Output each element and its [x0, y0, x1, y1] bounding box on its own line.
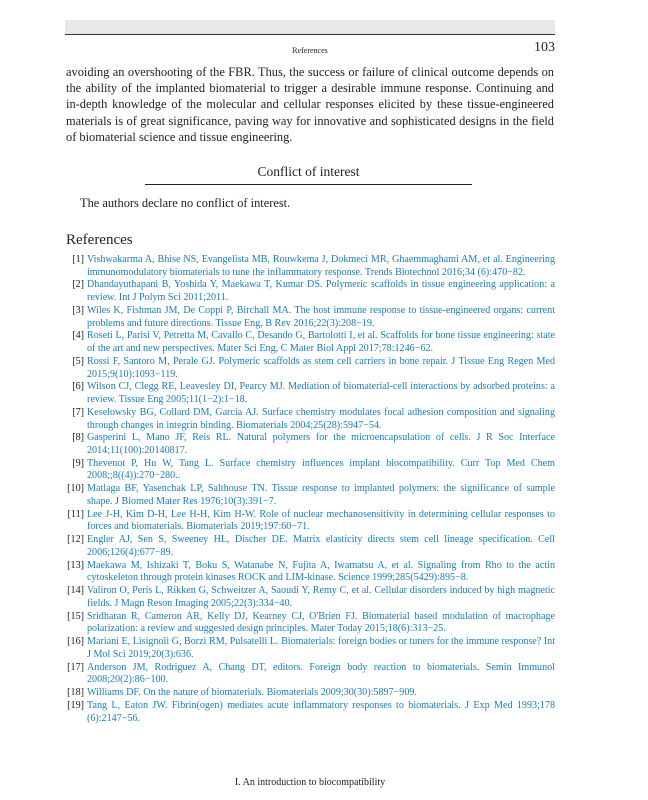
- reference-number: [3]: [72, 304, 84, 316]
- reference-text[interactable]: Wilson CJ, Clegg RE, Leavesley DI, Pearcy MJ. Mediation of biomaterial-cell interactions by adsorbed proteins: a review. Tissue Eng 2005;11(1−2):1−18.: [87, 381, 555, 406]
- conflict-heading: Conflict of interest: [145, 164, 472, 185]
- reference-item[interactable]: [66, 687, 555, 700]
- header-bar: [65, 20, 555, 35]
- reference-item[interactable]: [66, 483, 555, 508]
- reference-text[interactable]: Gasperini L, Mano JF, Reis RL. Natural polymers for the microencapsulation of cells. J R Soc Interface 2014;11(100):20140817.: [87, 432, 555, 456]
- reference-number: [4]: [72, 330, 84, 342]
- reference-item[interactable]: [66, 700, 555, 725]
- reference-list: [66, 254, 555, 726]
- reference-number: [18]: [67, 687, 84, 699]
- running-title: References: [292, 46, 328, 55]
- reference-text[interactable]: Dhandayuthapani B, Yoshida Y, Maekawa T, Kumar DS. Polymeric scaffolds in tissue engineering application: a review. Int J Polym Sci 2011;2011.: [87, 279, 555, 304]
- reference-text[interactable]: Vishwakarma A, Bhise NS, Evangelista MB, Rouwkema J, Dokmeci MR, Ghaemmaghami AM, et al. Engineering immunomodulatory biomaterials to tune the inflammatory response. Trends Biotechnol 2016;34 (6):470−82.: [87, 254, 555, 278]
- reference-item[interactable]: [66, 611, 555, 636]
- reference-number: [13]: [67, 559, 84, 571]
- reference-item[interactable]: [66, 407, 555, 432]
- reference-text[interactable]: Engler AJ, Sen S, Sweeney HL, Discher DE. Matrix elasticity directs stem cell lineage specification. Cell 2006;126(4):677−89.: [87, 534, 555, 558]
- reference-text[interactable]: Valiron O, Peris L, Rikken G, Schweitzer A, Saoudi Y, Remy C, et al. Cellular disorders induced by high magnetic fields. J Magn Reson Imaging 2005;22(3):334−40.: [87, 585, 555, 609]
- reference-item[interactable]: [66, 636, 555, 661]
- reference-item[interactable]: [66, 381, 555, 406]
- reference-item[interactable]: [66, 254, 555, 279]
- reference-number: [10]: [67, 483, 84, 495]
- body-paragraph: avoiding an overshooting of the FBR. Thus, the success or failure of clinical outcome depends on the ability of the implanted biomaterial to trigger a desirable immune response. Continuing and in-depth knowledge of the molecular and cellular responses elicited by these tissue-engineered materials is of great significance, paving way for innovative and sophisticated designs in the field of biomaterial science and tissue engineering.: [66, 65, 554, 144]
- reference-item[interactable]: [66, 509, 555, 534]
- reference-number: [1]: [72, 254, 84, 265]
- reference-text[interactable]: Wiles K, Fishman JM, De Coppi P, Birchall MA. The host immune response to tissue-engineered organs: current problems and future directions. Tissue Eng, B Rev 2016;22(3):208−19.: [87, 304, 555, 329]
- reference-item[interactable]: [66, 356, 555, 381]
- reference-text[interactable]: Roseti L, Parisi V, Petretta M, Cavallo C, Desando G, Bartolotti I, et al. Scaffolds for bone tissue engineering: state of the art and new perspectives. Mater Sci Eng, C Mater Biol Appl 2017;78:1246−62.: [87, 330, 555, 355]
- reference-text[interactable]: Anderson JM, Rodriguez A, Chang DT, editors. Foreign body reaction to biomaterials. Semin Immunol 2008;20(2):86−100.: [87, 661, 555, 686]
- reference-text[interactable]: Tang L, Eaton JW. Fibrin(ogen) mediates acute inflammatory responses to biomaterials. J Exp Med 1993;178 (6):2147−56.: [87, 700, 555, 724]
- reference-item[interactable]: [66, 585, 555, 610]
- reference-text[interactable]: Mariani E, Lisignoli G, Borzì RM, Pulsatelli L. Biomaterials: foreign bodies or tuners for the immune response? Int J Mol Sci 2019;20(3):636.: [87, 636, 555, 660]
- reference-number: [11]: [67, 508, 84, 520]
- reference-text[interactable]: Sridharan R, Cameron AR, Kelly DJ, Kearney CJ, O'Brien FJ. Biomaterial based modulation of macrophage polarization: a review and suggested design principles. Mater Today 2015;18(6):313−25.: [87, 610, 555, 635]
- page-footer: I. An introduction to biocompatibility: [234, 777, 386, 788]
- reference-item[interactable]: [66, 534, 555, 559]
- reference-number: [17]: [67, 661, 84, 673]
- reference-text[interactable]: Lee J-H, Kim D-H, Lee H-H, Kim H-W. Role of nuclear mechanosensitivity in determining cellular responses to forces and biomaterials. Biomaterials 2019;197:60−71.: [87, 508, 555, 533]
- reference-number: [12]: [67, 534, 84, 546]
- page-number: 103: [534, 40, 555, 55]
- reference-number: [6]: [72, 381, 84, 393]
- reference-number: [7]: [72, 406, 84, 418]
- reference-number: [14]: [67, 585, 84, 597]
- reference-text[interactable]: Maekawa M, Ishizaki T, Boku S, Watanabe N, Fujita A, Iwamatsu A, et al. Signaling from Rho to the actin cytoskeleton through protein kinases ROCK and LIM-kinase. Science 1999;285(5429):895−8.: [87, 559, 555, 584]
- reference-text[interactable]: Thevenot P, Hu W, Tang L. Surface chemistry influences implant biocompatibility. Curr Top Med Chem 2008;;8((4)):270−280..: [87, 457, 555, 482]
- conflict-text: The authors declare no conflict of interest.: [80, 196, 291, 210]
- reference-number: [19]: [67, 700, 84, 712]
- reference-text[interactable]: Matlaga BF, Yasenchak LP, Salthouse TN. Tissue response to implanted polymers: the significance of sample shape. J Biomed Mater Res 1976;10(3):391−7.: [87, 483, 555, 507]
- reference-number: [15]: [67, 610, 84, 622]
- reference-number: [9]: [72, 457, 84, 469]
- reference-item[interactable]: [66, 432, 555, 457]
- reference-text[interactable]: Keselowsky BG, Collard DM, Garcia AJ. Surface chemistry modulates focal adhesion composition and signaling through changes in integrin binding. Biomaterials 2004;25(28):5947−54.: [87, 406, 555, 431]
- reference-item[interactable]: [66, 279, 555, 304]
- reference-item[interactable]: [66, 560, 555, 585]
- reference-item[interactable]: [66, 305, 555, 330]
- reference-text[interactable]: Williams DF. On the nature of biomaterials. Biomaterials 2009;30(30):5897−909.: [87, 687, 417, 699]
- reference-number: [5]: [72, 355, 84, 367]
- reference-item[interactable]: [66, 330, 555, 355]
- reference-number: [8]: [72, 432, 84, 444]
- reference-number: [2]: [72, 279, 84, 291]
- reference-text[interactable]: Rossi F, Santoro M, Perale GJ. Polymeric scaffolds as stem cell carriers in bone repair. J Tissue Eng Regen Med 2015;9(10):1093−119.: [87, 355, 555, 380]
- references-heading: References: [66, 232, 133, 248]
- reference-item[interactable]: [66, 662, 555, 687]
- running-header: [65, 42, 555, 58]
- reference-number: [16]: [67, 636, 84, 648]
- reference-item[interactable]: [66, 458, 555, 483]
